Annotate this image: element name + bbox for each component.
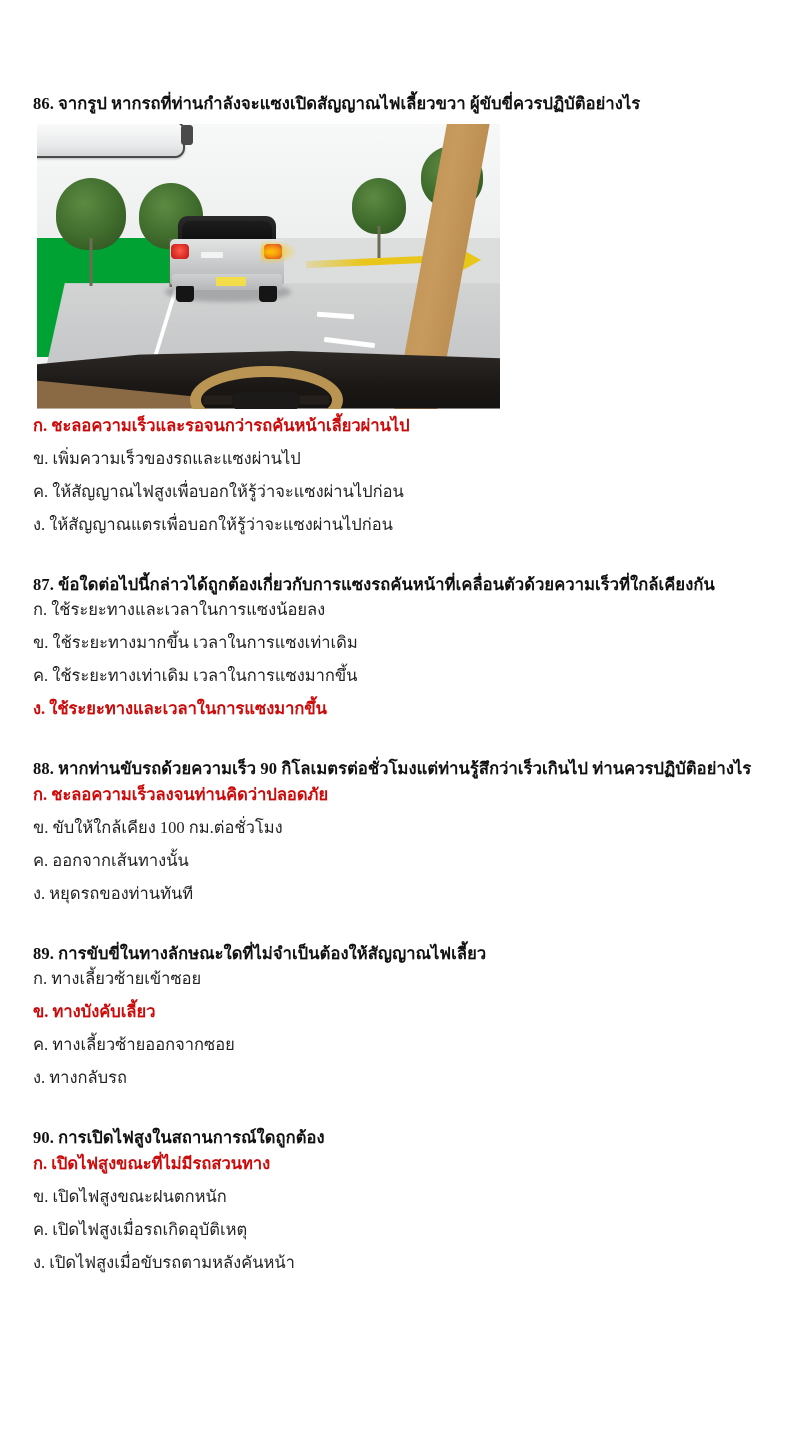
choice-90-d[interactable]: ง. เปิดไฟสูงเมื่อขับรถตามหลังคันหน้า bbox=[33, 1252, 295, 1272]
driving-scene-image bbox=[37, 124, 500, 409]
steering-hub bbox=[232, 393, 300, 409]
choice-89-b[interactable]: ข. ทางบังคับเลี้ยว bbox=[33, 1002, 156, 1021]
choices-87 bbox=[33, 593, 770, 725]
choice-90-a[interactable]: ก. เปิดไฟสูงขณะที่ไม่มีรถสวนทาง bbox=[33, 1153, 271, 1173]
choice-88-d[interactable]: ง. หยุดรถของท่านทันที bbox=[33, 883, 194, 903]
license-plate bbox=[216, 277, 246, 286]
question-text-88: 88. หากท่านขับรถด้วยความเร็ว 90 กิโลเมตรต่อชั่วโมงแต่ท่านรู้สึกว่าเร็วเกินไป ท่านควรปฏิบัติอย่างไร bbox=[33, 759, 752, 778]
choice-87-d[interactable]: ง. ใช้ระยะทางและเวลาในการแซงมากขึ้น bbox=[33, 699, 327, 718]
question-block-87 bbox=[33, 574, 770, 726]
question-text-86: 86. จากรูป หากรถที่ท่านกำลังจะแซงเปิดสัญญาณไฟเลี้ยวขวา ผู้ขับขี่ควรปฏิบัติอย่างไร bbox=[33, 94, 641, 113]
front-car bbox=[169, 216, 289, 314]
question-text-87: 87. ข้อใดต่อไปนี้กล่าวได้ถูกต้องเกี่ยวกับการแซงรถคันหน้าที่เคลื่อนตัวด้วยความเร็วที่ใกล้เคียงกัน bbox=[33, 574, 715, 594]
choice-89-d[interactable]: ง. ทางกลับรถ bbox=[33, 1068, 127, 1087]
choice-86-b[interactable]: ข. เพิ่มความเร็วของรถและแซงผ่านไป bbox=[33, 448, 301, 468]
choice-90-c[interactable]: ค. เปิดไฟสูงเมื่อรถเกิดอุบัติเหตุ bbox=[33, 1219, 248, 1239]
choice-89-a[interactable]: ก. ทางเลี้ยวซ้ายเข้าซอย bbox=[33, 969, 202, 988]
mirror-arm bbox=[181, 125, 193, 145]
choice-88-c[interactable]: ค. ออกจากเส้นทางนั้น bbox=[33, 850, 189, 870]
section-gap bbox=[33, 1094, 770, 1130]
choice-86-c[interactable]: ค. ให้สัญญาณไฟสูงเพื่อบอกให้รู้ว่าจะแซงผ่านไปก่อน bbox=[33, 481, 404, 501]
car-trim bbox=[201, 252, 223, 258]
choice-87-c[interactable]: ค. ใช้ระยะทางเท่าเดิม เวลาในการแซงมากขึ้น bbox=[33, 666, 358, 685]
right-turn-signal-glow-icon bbox=[261, 240, 297, 264]
choice-86-a[interactable]: ก. ชะลอความเร็วและรอจนกว่ารถคันหน้าเลี้ยวผ่านไป bbox=[33, 415, 410, 435]
tail-light-left-icon bbox=[171, 244, 189, 259]
question-block-86 bbox=[33, 96, 770, 541]
choice-89-c[interactable]: ค. ทางเลี้ยวซ้ายออกจากซอย bbox=[33, 1035, 235, 1054]
choice-90-b[interactable]: ข. เปิดไฟสูงขณะฝนตกหนัก bbox=[33, 1186, 227, 1206]
section-gap bbox=[33, 541, 770, 577]
choices-90 bbox=[33, 1147, 770, 1279]
choices-89 bbox=[33, 962, 770, 1094]
car-rear-window bbox=[182, 221, 272, 240]
car-wheel-left bbox=[176, 286, 194, 302]
choice-88-b[interactable]: ข. ขับให้ใกล้เคียง 100 กม.ต่อชั่วโมง bbox=[33, 817, 283, 837]
choice-88-a[interactable]: ก. ชะลอความเร็วลงจนท่านคิดว่าปลอดภัย bbox=[33, 784, 329, 804]
section-gap bbox=[33, 910, 770, 946]
tree-icon bbox=[56, 178, 126, 286]
rearview-mirror bbox=[37, 124, 185, 158]
tree-trunk bbox=[89, 238, 92, 286]
choice-87-a[interactable]: ก. ใช้ระยะทางและเวลาในการแซงน้อยลง bbox=[33, 600, 326, 619]
question-86-illustration bbox=[37, 124, 500, 409]
question-text-90: 90. การเปิดไฟสูงในสถานการณ์ใดถูกต้อง bbox=[33, 1128, 325, 1147]
choice-87-b[interactable]: ข. ใช้ระยะทางมากขึ้น เวลาในการแซงเท่าเดิม bbox=[33, 633, 358, 652]
question-block-88 bbox=[33, 761, 770, 910]
choice-86-d[interactable]: ง. ให้สัญญาณแตรเพื่อบอกให้รู้ว่าจะแซงผ่านไปก่อน bbox=[33, 514, 393, 534]
choices-88 bbox=[33, 778, 770, 910]
car-wheel-right bbox=[259, 286, 277, 302]
choices-86 bbox=[33, 409, 770, 541]
question-block-89 bbox=[33, 943, 770, 1095]
question-block-90 bbox=[33, 1130, 770, 1279]
question-text-89: 89. การขับขี่ในทางลักษณะใดที่ไม่จำเป็นต้องให้สัญญาณไฟเลี้ยว bbox=[33, 943, 487, 963]
arrow-head bbox=[463, 250, 481, 270]
section-gap bbox=[33, 725, 770, 761]
